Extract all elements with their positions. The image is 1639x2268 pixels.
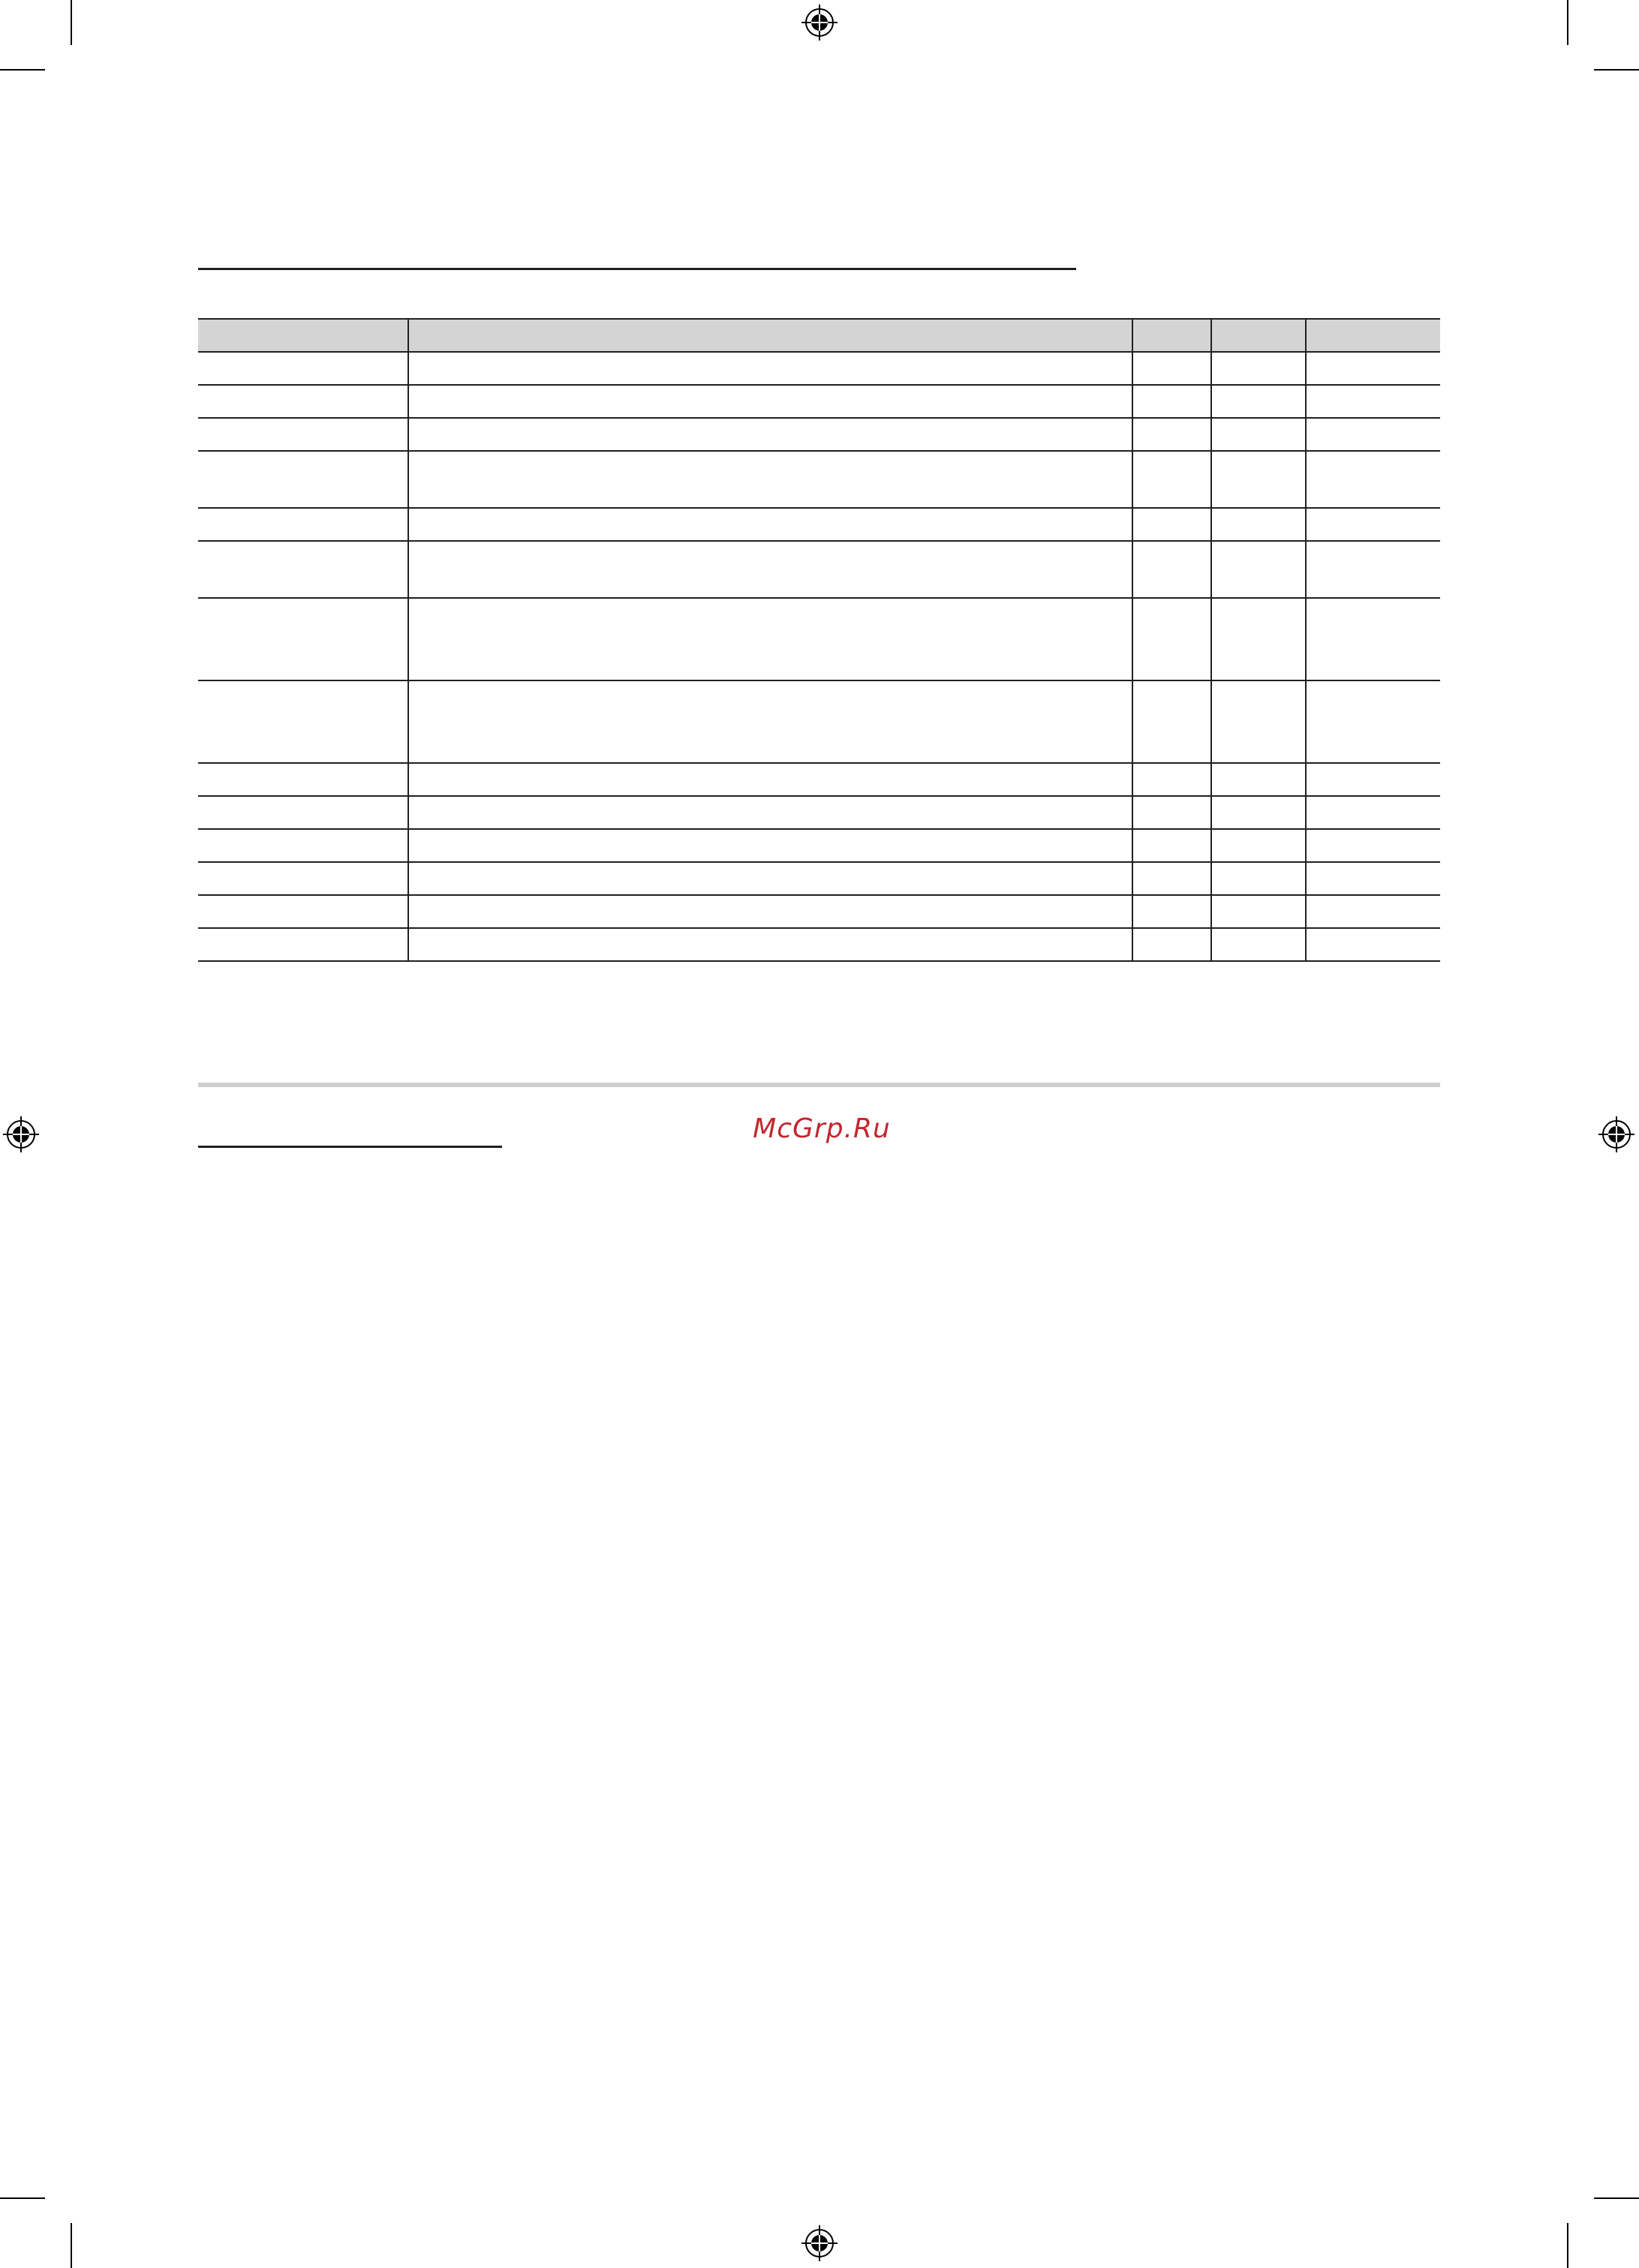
table-row bbox=[198, 829, 1440, 862]
table-header-cell bbox=[1211, 319, 1306, 352]
table-row bbox=[198, 680, 1440, 763]
table-row bbox=[198, 352, 1440, 385]
table-row bbox=[198, 928, 1440, 961]
table-row bbox=[198, 418, 1440, 451]
table-row bbox=[198, 862, 1440, 895]
table-header-cell bbox=[408, 319, 1132, 352]
trim-mark-bottom-left-vertical bbox=[71, 2223, 72, 2268]
table-header-row bbox=[198, 319, 1440, 352]
table-row bbox=[198, 508, 1440, 541]
trim-mark-top-left-vertical bbox=[71, 0, 72, 45]
section-title-rule bbox=[198, 268, 1076, 270]
registration-mark-icon bbox=[801, 5, 838, 41]
table-header-cell bbox=[1132, 319, 1211, 352]
table-row bbox=[198, 763, 1440, 796]
subsection-title-rule bbox=[198, 1146, 502, 1148]
registration-mark-icon bbox=[801, 2225, 838, 2261]
table-row bbox=[198, 895, 1440, 928]
table-header-cell bbox=[1306, 319, 1440, 352]
table-header-cell bbox=[198, 319, 408, 352]
trim-mark-bottom-right-horizontal bbox=[1594, 2197, 1639, 2199]
registration-mark-icon bbox=[1598, 1116, 1634, 1152]
table-row bbox=[198, 451, 1440, 508]
registration-mark-icon bbox=[3, 1116, 39, 1152]
table-row bbox=[198, 796, 1440, 829]
table-row bbox=[198, 541, 1440, 598]
trim-mark-top-right-horizontal bbox=[1594, 69, 1639, 71]
trim-mark-top-right-vertical bbox=[1567, 0, 1568, 45]
table-row bbox=[198, 385, 1440, 418]
watermark-text: McGrp.Ru bbox=[753, 1113, 891, 1144]
trim-mark-bottom-left-horizontal bbox=[0, 2197, 45, 2199]
table-row bbox=[198, 598, 1440, 680]
section-divider bbox=[198, 1083, 1440, 1087]
trim-mark-bottom-right-vertical bbox=[1567, 2223, 1568, 2268]
trim-mark-top-left-horizontal bbox=[0, 69, 45, 71]
specification-table bbox=[198, 318, 1440, 962]
